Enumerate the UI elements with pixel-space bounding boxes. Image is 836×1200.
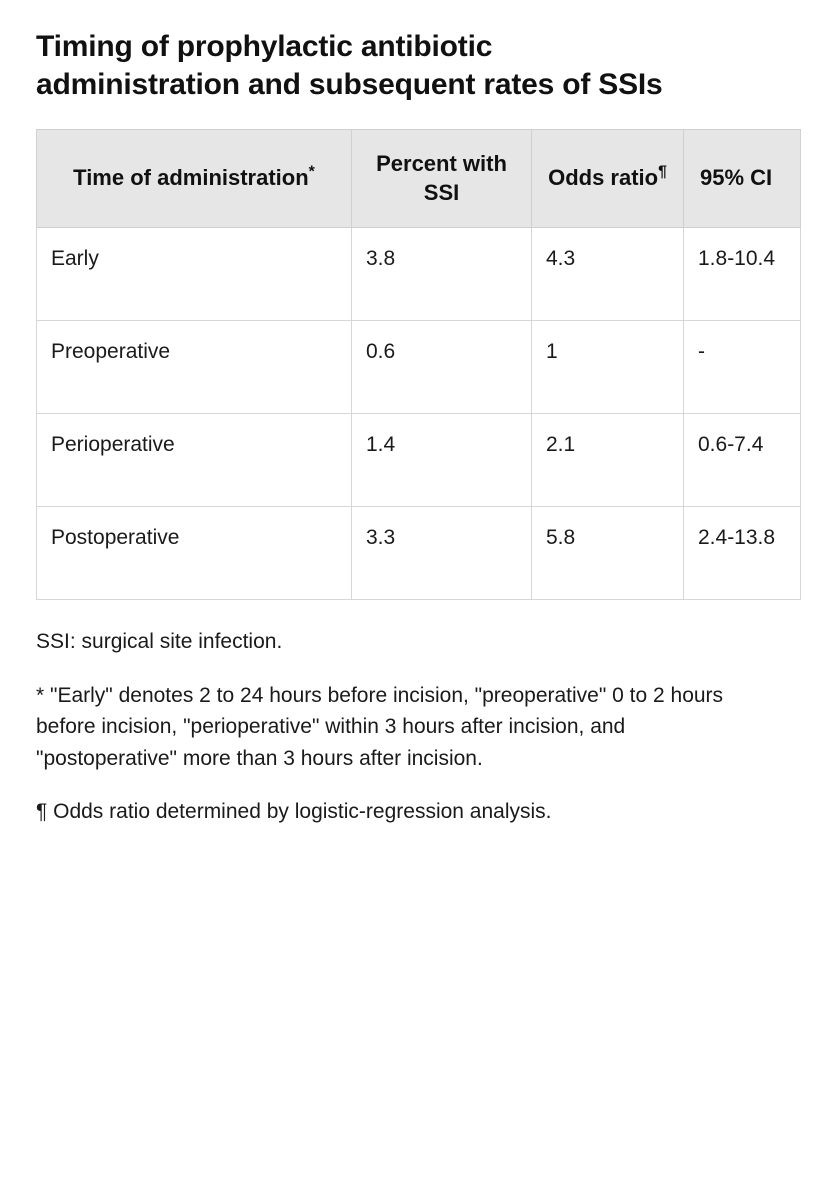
footnote-marker-pilcrow: ¶ — [658, 163, 667, 181]
cell-odds-ratio: 5.8 — [532, 507, 684, 600]
column-header-percent-with-ssi — [352, 130, 532, 228]
column-header-time-of-administration — [37, 130, 352, 228]
column-header-ci-label: 95% CI — [700, 165, 773, 191]
abbreviation-note: SSI: surgical site infection. — [36, 630, 283, 654]
cell-time-of-administration: Postoperative — [37, 507, 352, 600]
column-header-odds-label: Odds ratio — [548, 165, 659, 191]
cell-time-of-administration: Perioperative — [37, 414, 352, 507]
cell-percent-with-ssi: 3.8 — [352, 228, 532, 321]
table-row — [37, 414, 801, 507]
cell-95-ci: 0.6-7.4 — [684, 414, 801, 507]
cell-odds-ratio: 4.3 — [532, 228, 684, 321]
cell-95-ci: - — [684, 321, 801, 414]
cell-percent-with-ssi: 3.3 — [352, 507, 532, 600]
table-row — [37, 321, 801, 414]
table-header-row — [37, 130, 801, 228]
cell-95-ci: 1.8-10.4 — [684, 228, 801, 321]
footnote-marker-asterisk: * — [308, 163, 315, 181]
cell-time-of-administration: Preoperative — [37, 321, 352, 414]
table-header — [37, 130, 801, 228]
table-row — [37, 507, 801, 600]
cell-percent-with-ssi: 1.4 — [352, 414, 532, 507]
table-row — [37, 228, 801, 321]
column-header-percent-label: Percent with SSI — [376, 151, 507, 205]
column-header-95-ci — [684, 130, 801, 228]
column-header-odds-ratio — [532, 130, 684, 228]
column-header-time-label: Time of administration — [73, 165, 309, 191]
cell-95-ci: 2.4-13.8 — [684, 507, 801, 600]
cell-odds-ratio: 2.1 — [532, 414, 684, 507]
page-title: Timing of prophylactic antibiotic administration and subsequent rates of SSIs — [36, 30, 663, 101]
cell-odds-ratio: 1 — [532, 321, 684, 414]
cell-percent-with-ssi: 0.6 — [352, 321, 532, 414]
footnote-pilcrow: ¶ Odds ratio determined by logistic-regression analysis. — [36, 800, 552, 824]
ssi-timing-table — [36, 129, 801, 600]
cell-time-of-administration: Early — [37, 228, 352, 321]
table-body — [37, 228, 801, 600]
footnote-asterisk: * "Early" denotes 2 to 24 hours before incision, "preoperative" 0 to 2 hours before incision, "perioperative" within 3 hours after incision, and "postoperative" more than 3 hours after incision. — [36, 683, 724, 770]
